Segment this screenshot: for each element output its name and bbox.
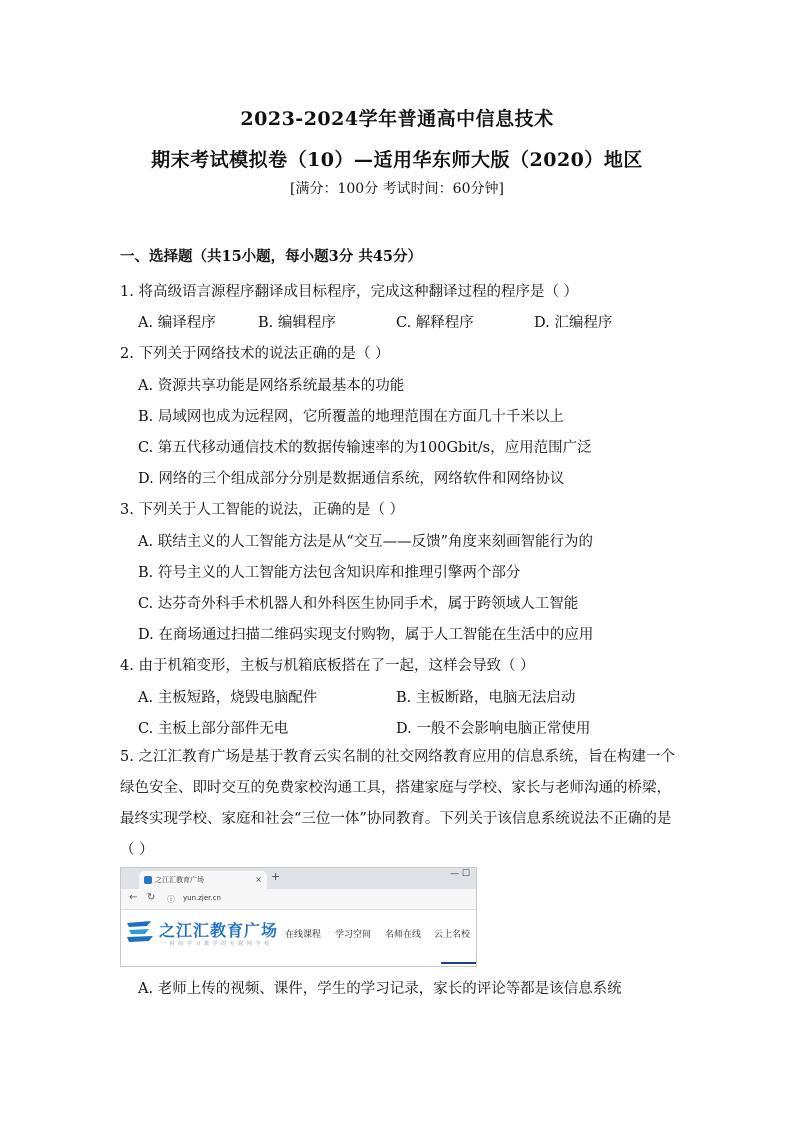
nav-menu-online-course[interactable]: 在线课程 bbox=[285, 930, 322, 940]
site-logo-tagline: 一 时 尚 学 习 教 学 的 互 联 网 学 校 bbox=[161, 941, 271, 947]
question-2-option-c: C. 第五代移动通信技术的数据传输速率的为100Gbit/s，应用范围广泛 bbox=[138, 440, 592, 456]
exam-title-line1: 2023-2024学年普通高中信息技术 bbox=[240, 108, 554, 130]
back-arrow-icon[interactable]: ← bbox=[129, 892, 138, 903]
nav-menu-famous-teacher[interactable]: 名师在线 bbox=[385, 930, 422, 940]
question-4-stem: 4. 由于机箱变形，主板与机箱底板搭在了一起，这样会导致（ ） bbox=[120, 658, 535, 674]
question-5-stem: 5. 之江汇教育广场是基于教育云实名制的社交网络教育应用的信息系统，旨在构建一个绿色安全、即时交互的免费家校沟通工具，搭建家庭与学校、家长与老师沟通的桥梁，最终实现学校、家庭和社会“三位一体”协同教育。下列关于该信息系统说法不正确的是（ ） bbox=[120, 749, 675, 858]
browser-tab[interactable] bbox=[139, 871, 267, 889]
site-logo-icon bbox=[125, 918, 155, 944]
exam-score-time: [满分：100分 考试时间：60分钟] bbox=[290, 181, 504, 197]
new-tab-icon[interactable]: + bbox=[271, 870, 281, 883]
window-controls[interactable]: — ☐ bbox=[450, 869, 470, 879]
site-logo-text[interactable]: 之江汇教育广场 bbox=[159, 921, 279, 940]
nav-menu-study-space[interactable]: 学习空间 bbox=[335, 930, 372, 940]
info-icon: ⓘ bbox=[167, 895, 175, 904]
question-5-option-a: A. 老师上传的视频、课件，学生的学习记录，家长的评论等都是该信息系统 bbox=[138, 981, 622, 997]
embedded-browser-screenshot bbox=[120, 867, 477, 967]
browser-tab-bar bbox=[121, 868, 476, 889]
question-3-option-d: D. 在商场通过扫描二维码实现支付购物，属于人工智能在生活中的应用 bbox=[138, 627, 594, 643]
browser-address-bar bbox=[121, 889, 476, 910]
question-2-option-d: D. 网络的三个组成部分分别是数据通信系统，网络软件和网络协议 bbox=[138, 471, 565, 487]
question-3-option-a: A. 联结主义的人工智能方法是从“交互——反馈”角度来刻画智能行为的 bbox=[138, 534, 594, 550]
question-4-option-d: D. 一般不会影响电脑正常使用 bbox=[396, 721, 591, 737]
url-text[interactable]: yun.zjer.cn bbox=[183, 894, 221, 902]
question-3-option-b: B. 符号主义的人工智能方法包含知识库和推理引擎两个部分 bbox=[138, 565, 521, 581]
question-1-option-a: A. 编译程序 bbox=[138, 315, 216, 331]
browser-tab-title: 之江汇教育广场 bbox=[155, 876, 204, 884]
reload-icon[interactable]: ↻ bbox=[147, 892, 156, 903]
question-1-option-c: C. 解释程序 bbox=[396, 315, 474, 331]
question-4-option-b: B. 主板断路，电脑无法启动 bbox=[396, 690, 576, 706]
question-2-option-b: B. 局域网也成为远程网，它所覆盖的地理范围在方面几十千米以上 bbox=[138, 409, 564, 425]
favicon-icon bbox=[144, 876, 152, 884]
section-heading-choice: 一、选择题（共15小题，每小题3分 共45分） bbox=[120, 248, 422, 265]
question-1-option-b: B. 编辑程序 bbox=[258, 315, 336, 331]
question-1-stem: 1. 将高级语言源程序翻译成目标程序，完成这种翻译过程的程序是（ ） bbox=[120, 284, 579, 300]
exam-title-line2: 期末考试模拟卷（10）—适用华东师大版（2020）地区 bbox=[151, 149, 643, 171]
nav-underline bbox=[441, 962, 477, 964]
nav-menu-cloud-school[interactable]: 云上名校 bbox=[434, 930, 471, 940]
question-1-option-d: D. 汇编程序 bbox=[534, 315, 613, 331]
question-4-option-c: C. 主板上部分部件无电 bbox=[138, 721, 289, 737]
question-3-stem: 3. 下列关于人工智能的说法，正确的是（ ） bbox=[120, 502, 405, 518]
close-tab-icon[interactable]: × bbox=[255, 875, 262, 884]
question-3-option-c: C. 达芬奇外科手术机器人和外科医生协同手术，属于跨领域人工智能 bbox=[138, 596, 579, 612]
question-4-option-a: A. 主板短路，烧毁电脑配件 bbox=[138, 690, 318, 706]
question-2-option-a: A. 资源共享功能是网络系统最基本的功能 bbox=[138, 378, 405, 394]
question-2-stem: 2. 下列关于网络技术的说法正确的是（ ） bbox=[120, 346, 390, 362]
